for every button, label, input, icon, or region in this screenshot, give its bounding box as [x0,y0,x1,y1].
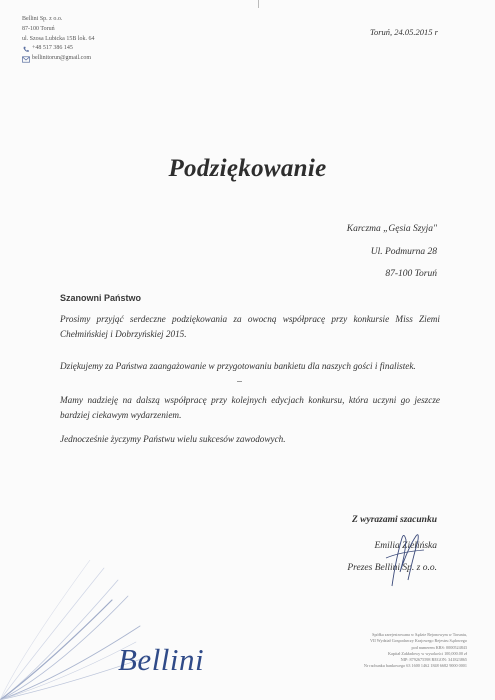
scan-speck [237,381,242,382]
footer-line: pod numerem KRS: 0000524843 [411,644,467,650]
recipient-name: Karczma „Gęsia Szyja" [346,224,437,234]
scan-mark [258,0,259,8]
sender-city: 87-100 Toruń [22,25,55,32]
footer-line: NIP: 8792675598 REGON: 341823865 [400,657,467,663]
sender-street: ul. Szosa Lubicka 15B lok. 64 [22,35,95,42]
body-paragraph: Mamy nadzieję na dalszą współpracę przy kolejnych edycjach konkursu, która uczyni go jeszcze bardziej ciekawym wydarzeniem. [60,395,440,420]
body-paragraph: Dziękujemy za Państwa zaangażowanie w przygotowaniu bankietu dla naszych gości i finalistek. [60,361,416,371]
footer-line: Nr rachunku bankowego 63 1600 1462 1848 6682 9000 0001 [363,663,467,669]
company-logo: Bellini [118,642,205,677]
sender-email: bellinitorun@gmail.com [32,55,92,62]
recipient-city: 87-100 Toruń [385,269,437,279]
handwritten-signature [378,528,428,588]
sender-phone-row [22,44,95,54]
envelope-icon [22,56,30,63]
sender-company: Bellini Sp. z o.o. [22,16,63,22]
signer-position: Prezes Bellini Sp. z o.o. [347,563,437,573]
recipient-street: Ul. Podmurna 28 [370,246,437,257]
sender-email-row [22,54,95,64]
body-paragraph: Prosimy przyjąć serdeczne podziękowania za owocną współpracę przy konkursie Miss Ziemi Chełmińskiej i Dobrzyńskiej 2015. [60,314,440,339]
phone-icon [22,46,30,53]
sender-block [22,15,95,64]
footer-registration [287,632,467,670]
logo-swoosh-graphic [0,560,200,700]
place-date: Toruń, 24.05.2015 r [370,27,438,37]
letter-title: Podziękowanie [168,155,327,182]
signer-name: Emilia Zielińska [374,541,437,551]
recipient-block [347,218,437,286]
body-paragraph: Jednocześnie życzymy Państwu wielu sukcesów zawodowych. [60,434,286,444]
greeting: Szanowni Państwo [60,293,142,303]
footer-line: VII Wydział Gospodarczy Krajowego Rejestru Sądowego [369,638,467,644]
footer-line: Kapitał Zakładowy w wysokości 100,000.00 zł [388,650,467,656]
closing-regards: Z wyrazami szacunku [352,515,437,525]
sender-phone: +48 517 386 145 [32,45,73,52]
footer-line: Spółka zarejestrowana w Sądzie Rejonowym w Toruniu, [372,632,467,637]
